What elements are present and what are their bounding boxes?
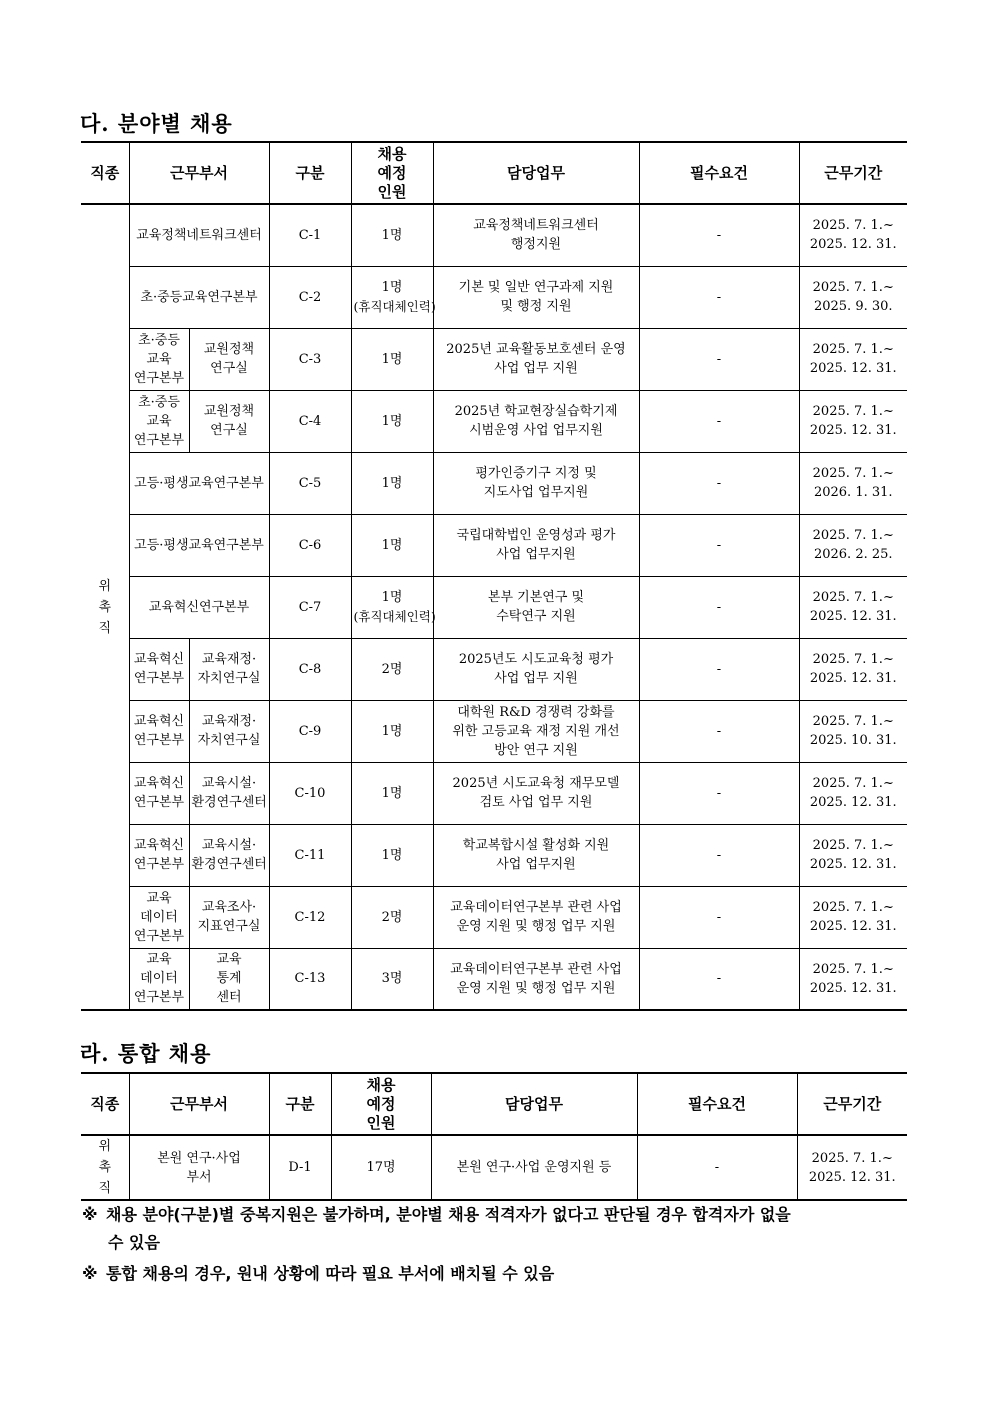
period-line: 2025. 12. 31. bbox=[809, 609, 897, 624]
people-cell bbox=[351, 328, 433, 390]
table-row bbox=[81, 638, 907, 700]
period-cell bbox=[799, 452, 907, 514]
duty-cell bbox=[433, 948, 639, 1010]
period-line: 2025. 12. 31. bbox=[809, 237, 897, 253]
requirement-cell: - bbox=[639, 266, 799, 328]
period-line: 2025. 12. 31. bbox=[809, 857, 897, 872]
duty-line: 2025년 교육활동보호센터 운영 bbox=[446, 342, 626, 357]
duty-line: 사업 업무 지원 bbox=[494, 361, 578, 376]
table-row bbox=[81, 390, 907, 452]
section-d-body bbox=[81, 204, 907, 1010]
duty-cell bbox=[433, 638, 639, 700]
table-row bbox=[81, 824, 907, 886]
requirement-cell: - bbox=[639, 204, 799, 266]
table-row bbox=[81, 1135, 907, 1200]
duty-line: 방안 연구 지원 bbox=[494, 742, 578, 758]
code-cell: C-4 bbox=[269, 390, 351, 452]
header-people-line: 채용 bbox=[377, 144, 407, 163]
table-row bbox=[81, 266, 907, 328]
code-cell: C-6 bbox=[269, 514, 351, 576]
duty-line: 교육데이터연구본부 관련 사업 bbox=[450, 900, 622, 915]
period-line: 2025. 12. 31. bbox=[809, 980, 897, 996]
duty-line: 운영 지원 및 행정 업무 지원 bbox=[456, 980, 616, 996]
department-sub-line: 자치연구실 bbox=[197, 733, 261, 748]
department-main-line: 교육 bbox=[146, 890, 172, 906]
duty-line: 및 행정 지원 bbox=[500, 299, 572, 314]
table-row bbox=[81, 762, 907, 824]
period-line: 2025. 7. 1.~ bbox=[812, 404, 894, 419]
requirement-cell: - bbox=[639, 886, 799, 948]
period-cell bbox=[797, 1135, 907, 1200]
code-cell: C-3 bbox=[269, 328, 351, 390]
note-mark: ※ bbox=[82, 1264, 98, 1283]
duty-line: 평가인증기구 지정 및 bbox=[475, 466, 597, 481]
header-people bbox=[351, 142, 433, 204]
duty-cell bbox=[433, 700, 639, 762]
table-row bbox=[81, 452, 907, 514]
department-main-line: 교육혁신 bbox=[133, 838, 185, 853]
code-cell: C-1 bbox=[269, 204, 351, 266]
department-sub-line: 통계 bbox=[216, 971, 242, 987]
duty-line: 시범운영 사업 업무지원 bbox=[469, 423, 603, 438]
duty-cell bbox=[433, 452, 639, 514]
header-people-line: 인원 bbox=[377, 182, 407, 201]
header-duty: 담당업무 bbox=[433, 142, 639, 204]
department-main-line: 초·중등 bbox=[138, 394, 180, 410]
table-header-row bbox=[81, 1073, 907, 1135]
job-type-char: 직 bbox=[98, 620, 112, 636]
department-main-line: 초·중등 bbox=[138, 332, 180, 348]
department-main-line: 연구본부 bbox=[133, 432, 185, 448]
job-type-cell bbox=[81, 204, 129, 1010]
job-type-char: 촉 bbox=[98, 1160, 112, 1175]
people-count: 2명 bbox=[381, 909, 403, 925]
header-duty: 담당업무 bbox=[431, 1073, 637, 1135]
people-count: 2명 bbox=[381, 661, 403, 677]
department-sub-cell bbox=[189, 638, 269, 700]
period-line: 2025. 12. 31. bbox=[808, 1169, 896, 1185]
header-people-line: 인원 bbox=[366, 1113, 396, 1132]
note-mark: ※ bbox=[82, 1205, 98, 1224]
people-cell bbox=[351, 700, 433, 762]
department-sub-line: 지표연구실 bbox=[197, 919, 261, 934]
table-row bbox=[81, 886, 907, 948]
people-note: (휴직대체인력) bbox=[353, 299, 436, 314]
code-cell: C-13 bbox=[269, 948, 351, 1010]
header-job-type: 직종 bbox=[81, 1073, 129, 1135]
department-sub-line: 연구실 bbox=[210, 423, 248, 438]
period-line: 2026. 2. 25. bbox=[813, 547, 893, 562]
duty-line: 사업 업무지원 bbox=[496, 857, 576, 872]
period-line: 2025. 12. 31. bbox=[809, 423, 897, 438]
people-cell bbox=[351, 638, 433, 700]
requirement-cell: - bbox=[639, 700, 799, 762]
table-row bbox=[81, 328, 907, 390]
header-code: 구분 bbox=[269, 1073, 331, 1135]
duty-line: 국립대학법인 운영성과 평가 bbox=[456, 528, 616, 543]
people-count: 1명 bbox=[381, 280, 403, 295]
table-row bbox=[81, 948, 907, 1010]
period-cell bbox=[799, 390, 907, 452]
duty-cell bbox=[433, 824, 639, 886]
section-e-title: 라. 통합 채용 bbox=[80, 1041, 212, 1066]
period-line: 2025. 7. 1.~ bbox=[812, 590, 894, 605]
requirement-cell: - bbox=[639, 762, 799, 824]
period-line: 2025. 7. 1.~ bbox=[812, 714, 894, 729]
people-cell bbox=[351, 576, 436, 638]
people-count: 1명 bbox=[381, 723, 403, 739]
people-cell bbox=[351, 390, 433, 452]
note-1-continuation: 수 있음 bbox=[108, 1233, 160, 1252]
header-code: 구분 bbox=[269, 142, 351, 204]
table-header-row bbox=[81, 142, 907, 204]
period-line: 2025. 7. 1.~ bbox=[812, 342, 894, 357]
job-type-char: 직 bbox=[98, 1181, 112, 1196]
department-main-line: 교육혁신 bbox=[133, 776, 185, 791]
requirement-cell: - bbox=[639, 576, 799, 638]
table-row bbox=[81, 700, 907, 762]
department-main-cell bbox=[129, 886, 189, 948]
header-requirement: 필수요건 bbox=[639, 142, 799, 204]
department-sub-line: 교육시설· bbox=[201, 838, 257, 853]
people-count: 1명 bbox=[381, 785, 403, 801]
period-cell bbox=[799, 576, 907, 638]
department-main-line: 연구본부 bbox=[133, 857, 185, 872]
people-count: 1명 bbox=[381, 227, 403, 243]
duty-cell bbox=[433, 886, 639, 948]
period-line: 2025. 12. 31. bbox=[809, 919, 897, 934]
period-line: 2025. 7. 1.~ bbox=[812, 838, 894, 853]
department-main-cell bbox=[129, 390, 189, 452]
duty-line: 위한 고등교육 재정 지원 개선 bbox=[452, 723, 620, 739]
table-row bbox=[81, 204, 907, 266]
duty-line: 본부 기본연구 및 bbox=[487, 590, 585, 605]
section-d-table bbox=[81, 141, 907, 1011]
period-line: 2025. 7. 1.~ bbox=[812, 776, 894, 791]
requirement-cell: - bbox=[639, 948, 799, 1010]
job-type-char: 위 bbox=[98, 578, 112, 594]
department-main-line: 연구본부 bbox=[133, 928, 185, 944]
period-line: 2025. 10. 31. bbox=[809, 733, 897, 748]
job-type-cell bbox=[81, 1135, 129, 1200]
period-cell bbox=[799, 824, 907, 886]
department-main-line: 연구본부 bbox=[133, 795, 185, 810]
period-cell bbox=[799, 638, 907, 700]
duty-line: 사업 업무지원 bbox=[496, 547, 576, 562]
period-cell bbox=[799, 700, 907, 762]
period-line: 2025. 12. 31. bbox=[809, 795, 897, 810]
header-people bbox=[331, 1073, 431, 1135]
department-main-line: 교육 bbox=[146, 952, 172, 968]
department-main-cell bbox=[129, 762, 189, 824]
requirement-cell: - bbox=[639, 638, 799, 700]
department-main-cell bbox=[129, 824, 189, 886]
people-count: 1명 bbox=[381, 351, 403, 367]
department-sub-line: 교육 bbox=[216, 952, 242, 968]
people-cell bbox=[351, 514, 433, 576]
department-sub-line: 자치연구실 bbox=[197, 671, 261, 686]
department-sub-line: 교원정책 bbox=[203, 342, 255, 357]
department-sub-line: 교육조사· bbox=[201, 900, 257, 915]
department-line: 부서 bbox=[186, 1169, 212, 1185]
code-cell: D-1 bbox=[269, 1135, 331, 1200]
department-main-line: 교육 bbox=[146, 351, 172, 367]
department-main-cell bbox=[129, 328, 189, 390]
people-cell bbox=[351, 452, 433, 514]
people-cell bbox=[351, 886, 433, 948]
people-count: 1명 bbox=[381, 847, 403, 863]
duty-cell bbox=[433, 266, 639, 328]
people-count: 1명 bbox=[381, 537, 403, 553]
duty-line: 대학원 R&D 경쟁력 강화를 bbox=[457, 704, 615, 720]
period-line: 2025. 7. 1.~ bbox=[812, 961, 894, 977]
department-main-line: 교육 bbox=[146, 413, 172, 429]
duty-line: 행정지원 bbox=[510, 237, 562, 253]
period-line: 2025. 12. 31. bbox=[809, 361, 897, 376]
duty-line: 학교복합시설 활성화 지원 bbox=[462, 838, 610, 853]
department-sub-cell bbox=[189, 886, 269, 948]
note-2-text: 통합 채용의 경우, 원내 상황에 따라 필요 부서에 배치될 수 있음 bbox=[106, 1264, 555, 1283]
duty-line: 수탁연구 지원 bbox=[496, 609, 576, 624]
department-main-line: 데이터 bbox=[140, 971, 178, 987]
department-cell bbox=[129, 1135, 269, 1200]
department-cell: 초·중등교육연구본부 bbox=[129, 266, 269, 328]
department-cell: 고등·평생교육연구본부 bbox=[129, 514, 269, 576]
department-cell: 고등·평생교육연구본부 bbox=[129, 452, 269, 514]
header-period: 근무기간 bbox=[797, 1073, 907, 1135]
job-type-char: 촉 bbox=[98, 599, 112, 615]
people-cell bbox=[351, 948, 433, 1010]
period-line: 2025. 9. 30. bbox=[813, 299, 893, 314]
code-cell: C-5 bbox=[269, 452, 351, 514]
department-sub-cell bbox=[189, 700, 269, 762]
department-sub-cell bbox=[189, 762, 269, 824]
department-main-line: 교육혁신 bbox=[133, 652, 185, 667]
note-2 bbox=[82, 1260, 554, 1288]
duty-line: 사업 업무 지원 bbox=[494, 671, 578, 686]
header-requirement: 필수요건 bbox=[637, 1073, 797, 1135]
period-line: 2025. 7. 1.~ bbox=[812, 900, 894, 915]
note-1-line bbox=[82, 1201, 922, 1229]
department-sub-line: 교육시설· bbox=[201, 776, 257, 791]
requirement-cell: - bbox=[639, 824, 799, 886]
department-sub-cell bbox=[189, 328, 269, 390]
department-main-line: 데이터 bbox=[140, 909, 178, 925]
duty-cell bbox=[433, 762, 639, 824]
note-1-text: 채용 분야(구분)별 중복지원은 불가하며, 분야별 채용 적격자가 없다고 판단될 경우 합격자가 없을 bbox=[106, 1205, 791, 1224]
department-main-line: 연구본부 bbox=[133, 990, 185, 1006]
header-period: 근무기간 bbox=[799, 142, 907, 204]
people-cell bbox=[351, 762, 433, 824]
people-count: 1명 bbox=[381, 413, 403, 429]
period-cell bbox=[799, 514, 907, 576]
duty-line: 교육정책네트워크센터 bbox=[473, 218, 599, 234]
code-cell: C-2 bbox=[269, 266, 351, 328]
department-sub-line: 교육재정· bbox=[201, 652, 257, 667]
people-cell: 17명 bbox=[331, 1135, 431, 1200]
period-line: 2025. 7. 1.~ bbox=[812, 466, 894, 481]
department-sub-line: 환경연구센터 bbox=[191, 795, 267, 810]
department-sub-line: 연구실 bbox=[210, 361, 248, 376]
duty-line: 2025년 학교현장실습학기제 bbox=[454, 404, 618, 419]
note-1 bbox=[82, 1201, 922, 1257]
department-sub-cell bbox=[189, 390, 269, 452]
period-cell bbox=[799, 204, 907, 266]
duty-cell: 본원 연구·사업 운영지원 등 bbox=[431, 1135, 637, 1200]
period-line: 2025. 7. 1.~ bbox=[812, 528, 894, 543]
people-cell bbox=[351, 824, 433, 886]
duty-line: 지도사업 업무지원 bbox=[483, 485, 589, 500]
period-cell bbox=[799, 266, 907, 328]
period-cell bbox=[799, 948, 907, 1010]
duty-cell bbox=[433, 514, 639, 576]
department-main-cell bbox=[129, 638, 189, 700]
duty-cell bbox=[433, 390, 639, 452]
department-sub-line: 환경연구센터 bbox=[191, 857, 267, 872]
duty-line: 교육데이터연구본부 관련 사업 bbox=[450, 961, 622, 977]
people-cell bbox=[351, 266, 436, 328]
code-cell: C-7 bbox=[269, 576, 351, 638]
period-line: 2025. 7. 1.~ bbox=[812, 652, 894, 667]
department-sub-cell bbox=[189, 948, 269, 1010]
duty-line: 운영 지원 및 행정 업무 지원 bbox=[456, 919, 616, 934]
header-department: 근무부서 bbox=[129, 1073, 269, 1135]
duty-line: 검토 사업 업무 지원 bbox=[479, 795, 593, 810]
requirement-cell: - bbox=[637, 1135, 797, 1200]
department-line: 본원 연구·사업 bbox=[157, 1150, 241, 1166]
people-cell bbox=[351, 204, 433, 266]
department-main-line: 연구본부 bbox=[133, 733, 185, 748]
duty-cell bbox=[433, 576, 639, 638]
department-cell: 교육정책네트워크센터 bbox=[129, 204, 269, 266]
table-row bbox=[81, 514, 907, 576]
people-note: (휴직대체인력) bbox=[353, 609, 436, 624]
period-line: 2025. 7. 1.~ bbox=[812, 218, 894, 234]
people-count: 1명 bbox=[381, 590, 403, 605]
department-cell: 교육혁신연구본부 bbox=[129, 576, 269, 638]
requirement-cell: - bbox=[639, 328, 799, 390]
period-line: 2025. 7. 1.~ bbox=[811, 1150, 893, 1166]
duty-cell bbox=[433, 204, 639, 266]
section-d-title: 다. 분야별 채용 bbox=[80, 111, 233, 136]
department-main-line: 연구본부 bbox=[133, 671, 185, 686]
period-line: 2026. 1. 31. bbox=[813, 485, 893, 500]
duty-line: 2025년도 시도교육청 평가 bbox=[458, 652, 614, 667]
requirement-cell: - bbox=[639, 390, 799, 452]
department-sub-cell bbox=[189, 824, 269, 886]
period-cell bbox=[799, 762, 907, 824]
job-type-char: 위 bbox=[98, 1139, 112, 1154]
department-sub-line: 교육재정· bbox=[201, 714, 257, 729]
department-main-cell bbox=[129, 700, 189, 762]
header-department: 근무부서 bbox=[129, 142, 269, 204]
duty-line: 기본 및 일반 연구과제 지원 bbox=[458, 280, 614, 295]
duty-line: 2025년 시도교육청 재무모델 bbox=[452, 776, 620, 791]
header-people-line: 예정 bbox=[366, 1094, 396, 1113]
period-cell bbox=[799, 328, 907, 390]
code-cell: C-8 bbox=[269, 638, 351, 700]
section-e-table bbox=[81, 1072, 907, 1201]
department-main-line: 연구본부 bbox=[133, 370, 185, 386]
table-row bbox=[81, 576, 907, 638]
duty-cell bbox=[433, 328, 639, 390]
code-cell: C-9 bbox=[269, 700, 351, 762]
requirement-cell: - bbox=[639, 514, 799, 576]
department-main-line: 교육혁신 bbox=[133, 714, 185, 729]
code-cell: C-11 bbox=[269, 824, 351, 886]
department-main-cell bbox=[129, 948, 189, 1010]
header-job-type: 직종 bbox=[81, 142, 129, 204]
people-count: 3명 bbox=[381, 971, 403, 987]
header-people-line: 채용 bbox=[366, 1075, 396, 1094]
people-count: 1명 bbox=[381, 475, 403, 491]
period-line: 2025. 7. 1.~ bbox=[812, 280, 894, 295]
requirement-cell: - bbox=[639, 452, 799, 514]
code-cell: C-12 bbox=[269, 886, 351, 948]
period-line: 2025. 12. 31. bbox=[809, 671, 897, 686]
department-sub-line: 교원정책 bbox=[203, 404, 255, 419]
header-people-line: 예정 bbox=[377, 163, 407, 182]
code-cell: C-10 bbox=[269, 762, 351, 824]
period-cell bbox=[799, 886, 907, 948]
department-sub-line: 센터 bbox=[216, 990, 242, 1006]
